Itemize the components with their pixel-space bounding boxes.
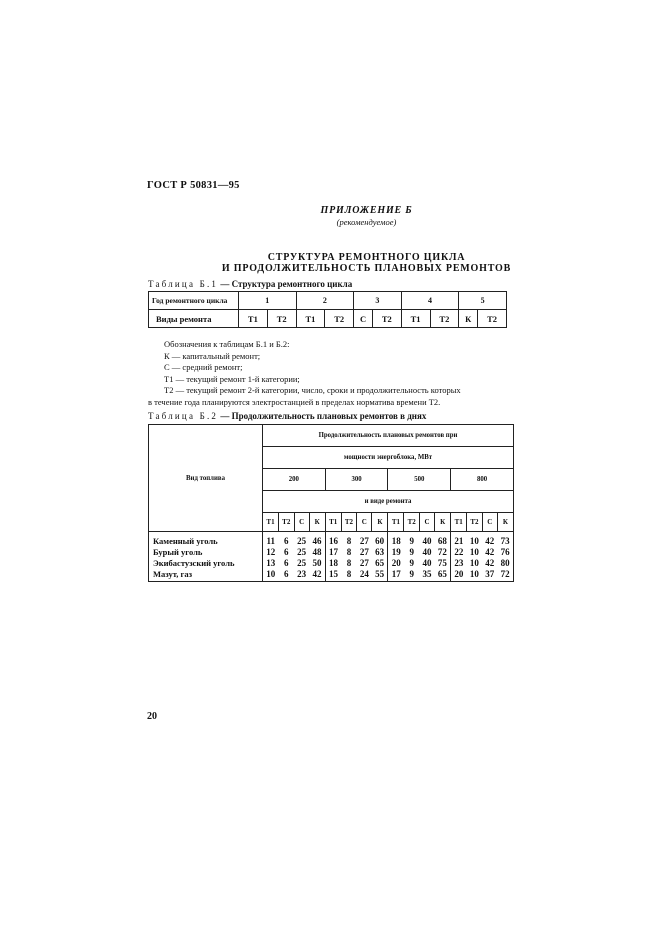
- note-t2-line2: в течение года планируются электростанцией в пределах норматива времени Т2.: [148, 396, 441, 407]
- repair-cell: С: [354, 310, 373, 328]
- fuel-name: Экибастузский уголь: [149, 557, 263, 568]
- value-cell: 23: [454, 557, 464, 568]
- year-cell: 2: [296, 292, 354, 310]
- value-cell: 17: [388, 568, 404, 582]
- power-header: мощности энергоблока, МВт: [263, 447, 514, 469]
- power-500: 500: [388, 469, 451, 491]
- table1-row-years: [149, 292, 507, 310]
- value-cell: 37: [482, 568, 497, 582]
- value-cell: 65: [435, 568, 451, 582]
- table2-caption: [148, 411, 426, 421]
- table-row: [149, 532, 514, 547]
- value-cell: 42: [309, 568, 325, 582]
- value-cell: 25: [297, 546, 307, 557]
- value-cell: 6: [284, 557, 289, 568]
- value-cell: 42: [485, 546, 495, 557]
- value-cell: 8: [341, 568, 356, 582]
- fuel-type-header: Вид топлива: [149, 425, 263, 532]
- repair-cell: Т2: [430, 310, 459, 328]
- value-cell: 20: [391, 557, 401, 568]
- value-cell: 42: [485, 535, 495, 546]
- value-cell: 23: [294, 568, 309, 582]
- table2-caption-prefix: Таблица Б.2: [148, 411, 219, 421]
- note-c: С — средний ремонт;: [164, 362, 243, 372]
- year-cell: 5: [459, 292, 507, 310]
- year-cell: 1: [239, 292, 297, 310]
- value-cell: 20: [451, 568, 467, 582]
- value-cell: 75: [435, 557, 451, 568]
- table1-row-label: Год ремонтного цикла: [149, 292, 239, 310]
- repair-cell: Т1: [401, 310, 430, 328]
- value-cell: 72: [497, 568, 513, 582]
- value-cell: 16: [328, 535, 338, 546]
- value-cell: 6: [279, 568, 294, 582]
- section-title-line1: СТРУКТУРА РЕМОНТНОГО ЦИКЛА: [267, 252, 466, 263]
- repair-type-cell: Т1: [325, 513, 341, 532]
- table2-caption-text: — Продолжительность плановых ремонтов в днях: [218, 411, 427, 421]
- value-cell: 10: [469, 546, 479, 557]
- table1-caption-text: — Структура ремонтного цикла: [218, 279, 353, 289]
- value-cell: 8: [346, 535, 352, 546]
- value-cell: 27: [359, 535, 369, 546]
- repair-type-cell: Т1: [388, 513, 404, 532]
- value-cell: 8: [346, 557, 352, 568]
- value-cell: 42: [485, 557, 495, 568]
- value-cell: 60: [372, 532, 388, 547]
- power-800: 800: [451, 469, 514, 491]
- value-cell: 65: [372, 557, 388, 568]
- value-cell: 73: [497, 532, 513, 547]
- value-cell: 40: [422, 546, 432, 557]
- power-300: 300: [325, 469, 388, 491]
- value-cell: 55: [372, 568, 388, 582]
- value-cell: 40: [422, 535, 432, 546]
- note-t2-line1: Т2 — текущий ремонт 2-й категории, число, сроки и продолжительность которых: [164, 385, 461, 395]
- repair-cell: К: [459, 310, 478, 328]
- duration-header: Продолжительность плановых ремонтов при: [263, 425, 514, 447]
- table-row: [149, 546, 514, 557]
- value-cell: 10: [469, 557, 479, 568]
- value-cell: 22: [454, 546, 464, 557]
- repair-type-cell: Т2: [341, 513, 356, 532]
- legend-notes: [148, 339, 518, 408]
- page-number: 20: [147, 711, 157, 722]
- year-cell: 3: [354, 292, 402, 310]
- value-cell: 50: [309, 557, 325, 568]
- value-cell: 17: [328, 546, 338, 557]
- repair-duration-table: [148, 424, 514, 582]
- table1-caption: [148, 279, 352, 289]
- fuel-name: Мазут, газ: [149, 568, 263, 582]
- value-cell: 13: [263, 557, 279, 568]
- repair-type-cell: Т2: [467, 513, 482, 532]
- table-row: [149, 568, 514, 582]
- value-cell: 9: [404, 568, 419, 582]
- value-cell: 80: [497, 557, 513, 568]
- value-cell: 15: [325, 568, 341, 582]
- section-title-line2: И ПРОДОЛЖИТЕЛЬНОСТЬ ПЛАНОВЫХ РЕМОНТОВ: [221, 263, 512, 274]
- value-cell: 76: [497, 546, 513, 557]
- value-cell: 12: [263, 546, 279, 557]
- value-cell: 8: [346, 546, 352, 557]
- repair-cell: Т1: [296, 310, 325, 328]
- appendix-subtitle: (рекомендуемое): [336, 217, 397, 227]
- repair-cell: Т1: [239, 310, 268, 328]
- fuel-name: Бурый уголь: [149, 546, 263, 557]
- value-cell: 19: [391, 546, 401, 557]
- repair-type-cell: Т2: [279, 513, 294, 532]
- repair-type-cell: С: [482, 513, 497, 532]
- repair-type-cell: Т2: [404, 513, 419, 532]
- repair-type-cell: К: [309, 513, 325, 532]
- value-cell: 27: [359, 546, 369, 557]
- repair-type-cell: Т1: [451, 513, 467, 532]
- value-cell: 72: [435, 546, 451, 557]
- repair-type-cell: С: [294, 513, 309, 532]
- value-cell: 10: [263, 568, 279, 582]
- value-cell: 21: [454, 535, 464, 546]
- repair-type-cell: Т1: [263, 513, 279, 532]
- value-cell: 27: [359, 557, 369, 568]
- value-cell: 48: [309, 546, 325, 557]
- value-cell: 6: [284, 535, 289, 546]
- year-cell: 4: [401, 292, 459, 310]
- repair-cell: Т2: [478, 310, 507, 328]
- repair-type-cell: К: [435, 513, 451, 532]
- notes-intro: Обозначения к таблицам Б.1 и Б.2:: [164, 339, 290, 349]
- value-cell: 11: [263, 532, 279, 547]
- value-cell: 9: [409, 546, 414, 557]
- power-200: 200: [263, 469, 326, 491]
- repair-type-cell: С: [357, 513, 372, 532]
- value-cell: 24: [357, 568, 372, 582]
- repair-cell: Т2: [325, 310, 354, 328]
- table1-caption-prefix: Таблица Б.1: [148, 279, 219, 289]
- value-cell: 18: [391, 535, 401, 546]
- repair-type-header: и виде ремонта: [263, 491, 514, 513]
- repair-cell: Т2: [267, 310, 296, 328]
- note-k: К — капитальный ремонт;: [164, 350, 261, 361]
- value-cell: 35: [419, 568, 434, 582]
- value-cell: 10: [467, 568, 482, 582]
- note-t1: Т1 — текущий ремонт 1-й категории;: [164, 373, 300, 384]
- value-cell: 18: [328, 557, 338, 568]
- appendix-title: ПРИЛОЖЕНИЕ Б: [320, 205, 413, 216]
- value-cell: 46: [309, 532, 325, 547]
- repair-cycle-table: [148, 291, 507, 328]
- value-cell: 10: [469, 535, 479, 546]
- fuel-name: Каменный уголь: [149, 532, 263, 547]
- repair-type-cell: К: [497, 513, 513, 532]
- table1-row-label: Виды ремонта: [149, 310, 239, 328]
- table1-row-repairs: [149, 310, 507, 328]
- value-cell: 25: [297, 557, 307, 568]
- table-row: [149, 557, 514, 568]
- value-cell: 63: [372, 546, 388, 557]
- standard-header: ГОСТ Р 50831—95: [147, 180, 240, 191]
- value-cell: 9: [409, 557, 414, 568]
- value-cell: 40: [422, 557, 432, 568]
- value-cell: 25: [297, 535, 307, 546]
- value-cell: 68: [435, 532, 451, 547]
- value-cell: 6: [284, 546, 289, 557]
- repair-type-cell: К: [372, 513, 388, 532]
- repair-type-cell: С: [419, 513, 434, 532]
- repair-cell: Т2: [372, 310, 401, 328]
- value-cell: 9: [409, 535, 414, 546]
